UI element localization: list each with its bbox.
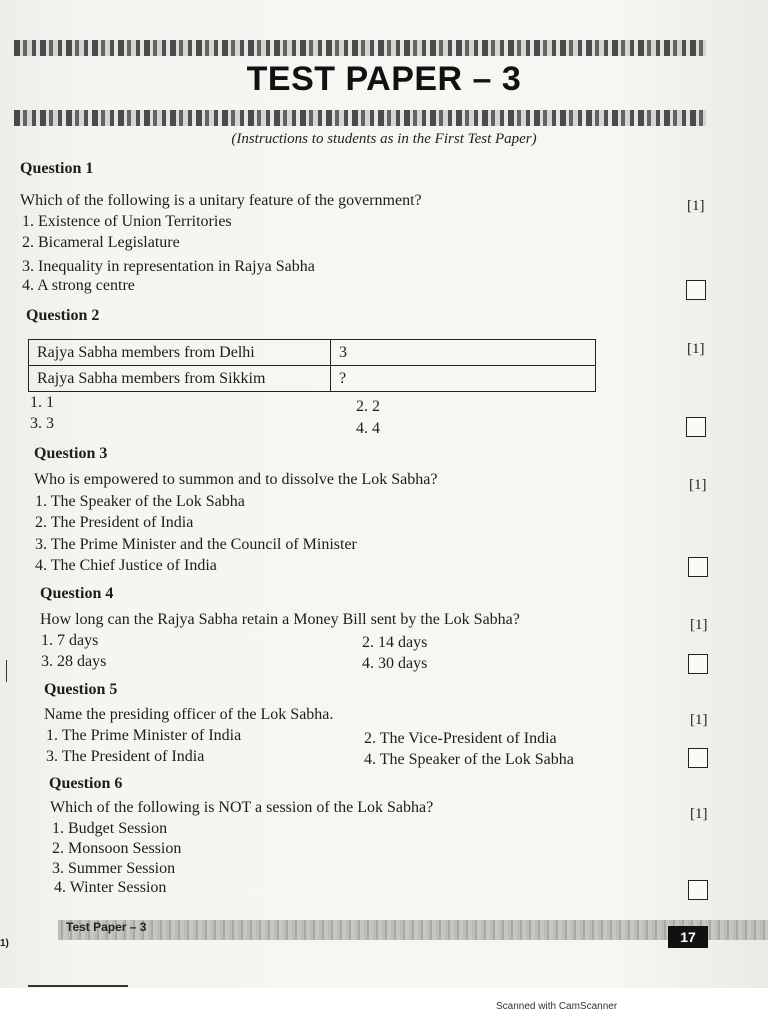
- scanner-watermark: Scanned with CamScanner: [496, 1001, 618, 1012]
- question-1-option-1: 1. Existence of Union Territories: [22, 213, 232, 230]
- question-4-answer-box[interactable]: [688, 654, 708, 674]
- question-1-text: Which of the following is a unitary feature of the government?: [20, 192, 422, 209]
- question-4-heading: Question 4: [40, 585, 114, 602]
- instructions-note: (Instructions to students as in the First Test Paper): [231, 131, 537, 147]
- table-row: [29, 340, 596, 366]
- question-2-option-3: 3. 3: [30, 415, 54, 432]
- table-cell: Rajya Sabha members from Sikkim: [29, 366, 331, 392]
- question-2-answer-box[interactable]: [686, 417, 706, 437]
- question-5-option-3: 3. The President of India: [46, 748, 205, 765]
- question-3-option-1: 1. The Speaker of the Lok Sabha: [35, 493, 245, 510]
- header-decorative-band-bottom: [14, 110, 706, 126]
- question-5-option-2: 2. The Vice-President of India: [364, 730, 557, 747]
- page-number: 17: [668, 926, 708, 948]
- question-3-option-2: 2. The President of India: [35, 514, 194, 531]
- question-4-text: How long can the Rajya Sabha retain a Money Bill sent by the Lok Sabha?: [40, 611, 520, 628]
- question-4-option-2: 2. 14 days: [362, 634, 428, 651]
- question-5-answer-box[interactable]: [688, 748, 708, 768]
- page-title: TEST PAPER – 3: [246, 60, 522, 98]
- question-3-option-3: 3. The Prime Minister and the Council of Minister: [35, 536, 357, 553]
- question-3-marks: [1]: [689, 477, 707, 493]
- question-3-option-4: 4. The Chief Justice of India: [35, 557, 217, 574]
- question-6-marks: [1]: [690, 806, 708, 822]
- question-1-option-4: 4. A strong centre: [22, 277, 135, 294]
- question-4-option-1: 1. 7 days: [41, 632, 99, 649]
- question-2-marks: [1]: [687, 341, 705, 357]
- question-1-option-3: 3. Inequality in representation in Rajya Sabha: [22, 258, 315, 275]
- question-4-option-3: 3. 28 days: [41, 653, 107, 670]
- table-cell: ?: [331, 366, 596, 392]
- question-2-option-4: 4. 4: [356, 420, 380, 437]
- question-1-heading: Question 1: [20, 160, 94, 177]
- question-1-answer-box[interactable]: [686, 280, 706, 300]
- question-5-heading: Question 5: [44, 681, 118, 698]
- question-2-option-1: 1. 1: [30, 394, 54, 411]
- question-3-heading: Question 3: [34, 445, 108, 462]
- footer-label: Test Paper – 3: [66, 920, 147, 934]
- scanner-strip: [0, 988, 768, 1024]
- question-6-option-2: 2. Monsoon Session: [52, 840, 182, 857]
- question-3-answer-box[interactable]: [688, 557, 708, 577]
- question-6-heading: Question 6: [49, 775, 123, 792]
- table-cell: 3: [331, 340, 596, 366]
- header-decorative-band-top: [14, 40, 706, 56]
- question-3-text: Who is empowered to summon and to dissolve the Lok Sabha?: [34, 471, 438, 488]
- question-2-table: [28, 339, 596, 392]
- question-4-option-4: 4. 30 days: [362, 655, 428, 672]
- question-6-option-1: 1. Budget Session: [52, 820, 168, 837]
- question-5-option-1: 1. The Prime Minister of India: [46, 727, 242, 744]
- question-1-marks: [1]: [687, 198, 705, 214]
- margin-bracket: [0, 660, 7, 682]
- question-6-text: Which of the following is NOT a session of the Lok Sabha?: [50, 799, 434, 816]
- question-5-marks: [1]: [690, 712, 708, 728]
- question-6-answer-box[interactable]: [688, 880, 708, 900]
- bottom-rule: [28, 985, 128, 987]
- question-4-marks: [1]: [690, 617, 708, 633]
- question-5-option-4: 4. The Speaker of the Lok Sabha: [364, 751, 574, 768]
- question-6-option-4: 4. Winter Session: [54, 879, 167, 896]
- footer-bar: [58, 920, 768, 940]
- question-2-heading: Question 2: [26, 307, 100, 324]
- table-row: [29, 366, 596, 392]
- table-cell: Rajya Sabha members from Delhi: [29, 340, 331, 366]
- question-5-text: Name the presiding officer of the Lok Sabha.: [44, 706, 334, 723]
- question-1-option-2: 2. Bicameral Legislature: [22, 234, 180, 251]
- question-6-option-3: 3. Summer Session: [52, 860, 176, 877]
- question-2-option-2: 2. 2: [356, 398, 380, 415]
- edge-mark: 1): [0, 938, 9, 949]
